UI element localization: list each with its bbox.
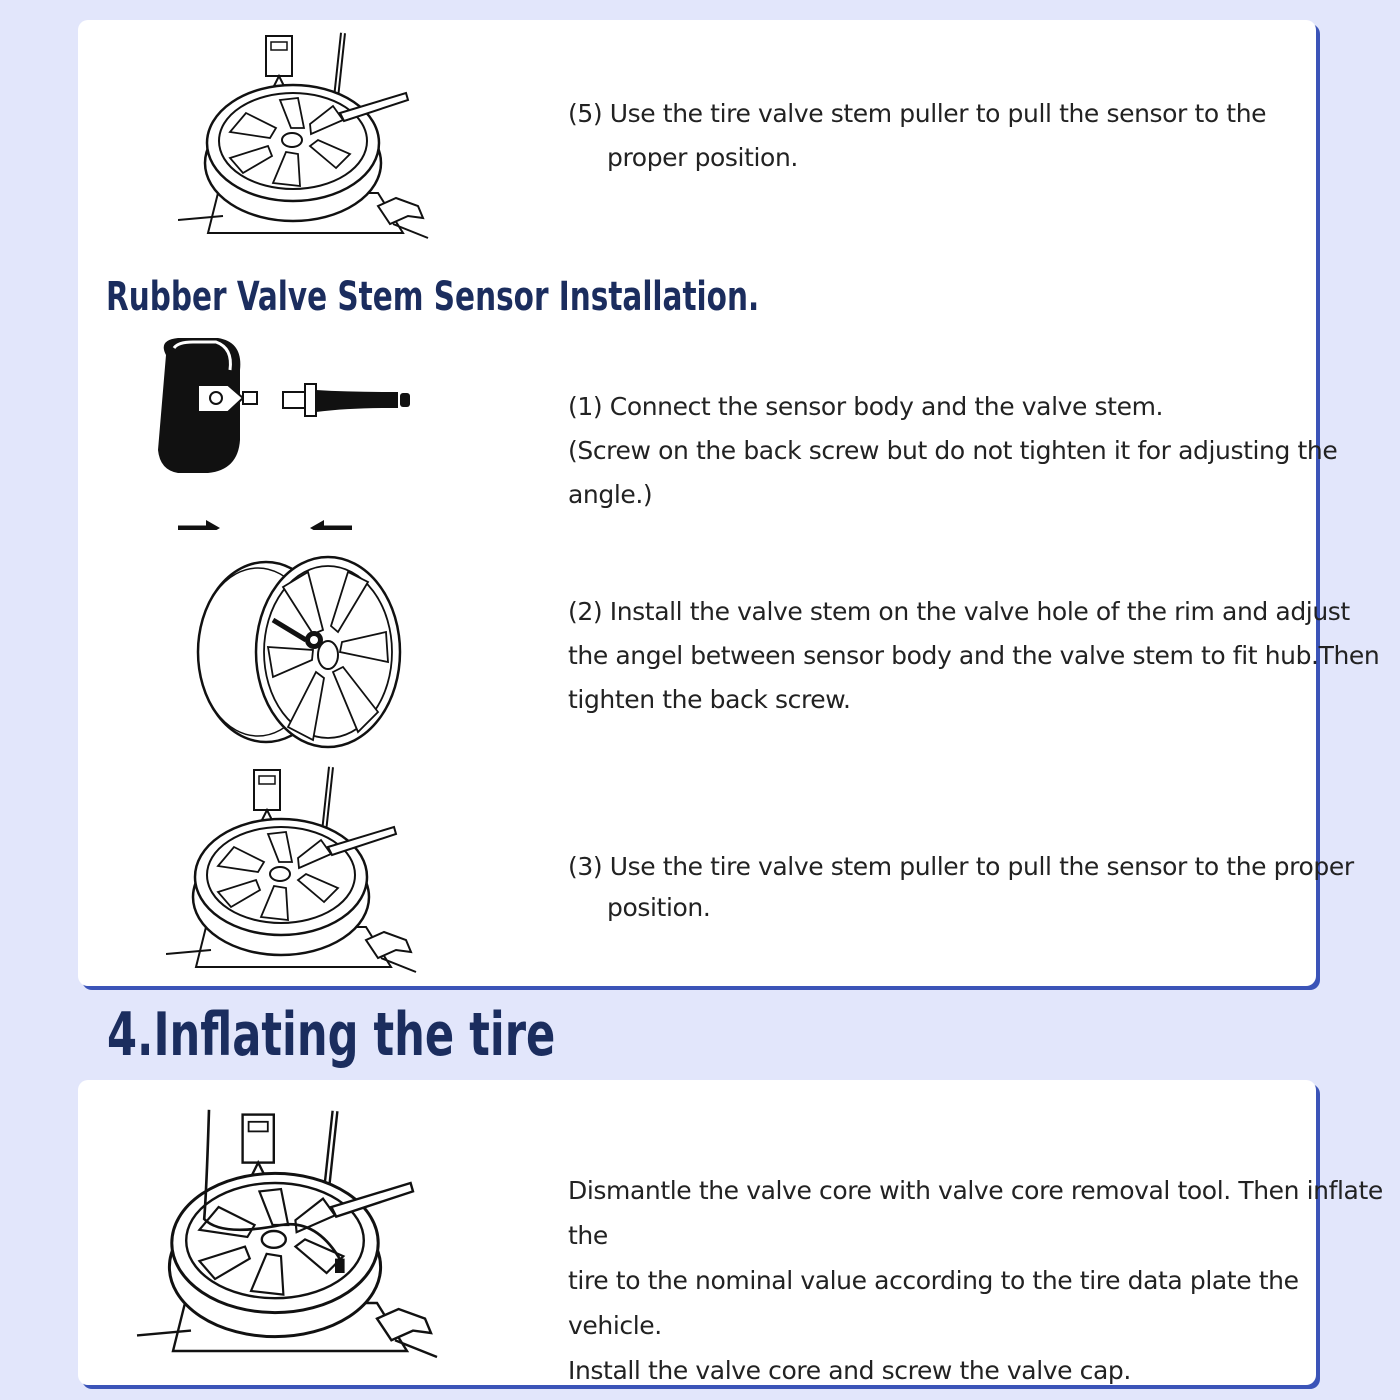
step-2-line: tighten the back screw.	[568, 685, 851, 714]
inflate-line: Dismantle the valve core with valve core removal tool. Then inflate the	[568, 1176, 1383, 1250]
inflate-line: tire to the nominal value according to the tire data plate the vehicle.	[568, 1266, 1299, 1340]
prev-step-line: (5) Use the tire valve stem puller to pull the sensor to the	[568, 99, 1267, 128]
tire-inflating-icon	[128, 1105, 458, 1375]
step-3-text	[568, 846, 1388, 928]
prev-step-line: proper position.	[607, 143, 798, 172]
step-1-line: (1) Connect the sensor body and the valve stem.	[568, 392, 1164, 421]
step-2-line: (2) Install the valve stem on the valve hole of the rim and adjust	[568, 597, 1350, 626]
section-heading-rubber: Rubber Valve Stem Sensor Installation.	[106, 274, 760, 320]
section-heading-inflate: 4.Inflating the tire	[107, 1000, 556, 1070]
tire-changer-icon	[166, 762, 426, 987]
rim-valve-install-icon	[188, 552, 408, 752]
step-2-line: the angel between sensor body and the valve stem to fit hub.Then	[568, 641, 1380, 670]
step-2-text	[568, 590, 1388, 722]
instructions-card	[78, 20, 1380, 986]
step-3-line: (3) Use the tire valve stem puller to pull the sensor to the proper	[568, 852, 1354, 881]
step-3-line: position.	[607, 893, 711, 922]
prev-step-text	[568, 92, 1388, 180]
sensor-and-valve-stem-icon	[148, 330, 438, 530]
inflate-line: Install the valve core and screw the valve cap.	[568, 1356, 1131, 1385]
tire-changer-icon	[178, 28, 438, 253]
step-1-text	[568, 385, 1388, 517]
inflate-card	[78, 1080, 1383, 1385]
step-1-line: (Screw on the back screw but do not tighten it for adjusting the angle.)	[568, 436, 1338, 509]
inflate-text	[568, 1168, 1388, 1393]
